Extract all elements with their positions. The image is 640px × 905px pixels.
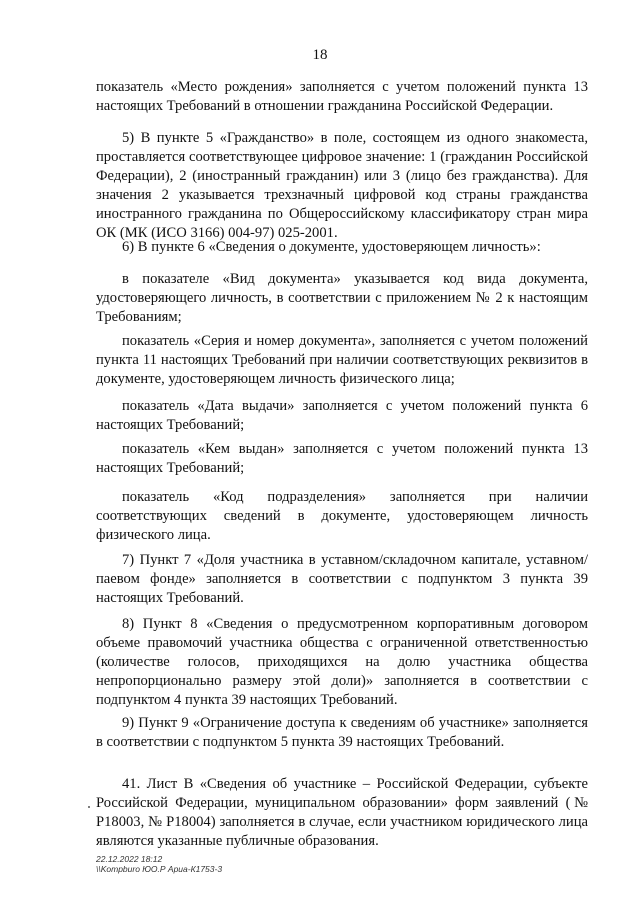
- paragraph-document-type: в показателе «Вид документа» указывается код вида документа, удостоверяющего личность, в соответствии с приложением № 2 к настоящим Требованиям;: [96, 271, 588, 325]
- paragraph-series-number: показатель «Серия и номер документа», заполняется с учетом положений пункта 11 настоящих Требований при наличии соответствующих реквизитов в документе, удостоверяющем личность физического лица;: [96, 333, 588, 387]
- paragraph-identity-document: 6) В пункте 6 «Сведения о документе, удостоверяющем личность»:: [122, 239, 541, 255]
- paragraph-sheet-v: 41. Лист В «Сведения об участнике – Российской Федерации, субъекте Российской Федерации, муниципальном образовании» форм заявлений (№ Р18003, № Р18004) заполняется в случае, если участником юридического лица являются указанные публичные образования.: [96, 776, 588, 849]
- page-number: 18: [312, 47, 328, 63]
- paragraph-citizenship: 5) В пункте 5 «Гражданство» в поле, состоящем из одного знакоместа, проставляется соответствующее цифровое значение: 1 (гражданин Российской Федерации), 2 (иностранный гражданин) или 3 (лицо без гражданства). Для значения 2 указывается трехзначный цифровой код страны гражданства иностранного гражданина по Общероссийскому классификатору стран мира ОК (МК (ИСО 3166) 004-97) 025-2001.: [96, 130, 588, 241]
- paragraph-birthplace: показатель «Место рождения» заполняется с учетом положений пункта 13 настоящих Требований в отношении гражданина Российской Федерации.: [96, 79, 588, 114]
- paragraph-issued-by: показатель «Кем выдан» заполняется с учетом положений пункта 13 настоящих Требований;: [96, 441, 588, 476]
- paragraph-division-code: показатель «Код подразделения» заполняется при наличии соответствующих сведений в документе, удостоверяющем личность физического лица.: [96, 489, 588, 543]
- footer-stamp: [96, 854, 222, 874]
- paragraph-participant-share: 7) Пункт 7 «Доля участника в уставном/складочном капитале, уставном/паевом фонде» заполняется в соответствии с подпунктом 3 пункта 39 настоящих Требований.: [96, 552, 588, 606]
- footer-filepath: \\Kompburo ЮО.Р Ариа-К1753-3: [96, 864, 223, 874]
- paragraph-issue-date: показатель «Дата выдачи» заполняется с учетом положений пункта 6 настоящих Требований;: [96, 398, 588, 433]
- paragraph-access-restriction: 9) Пункт 9 «Ограничение доступа к сведениям об участнике» заполняется в соответствии с подпунктом 5 пункта 39 настоящих Требований.: [96, 715, 588, 750]
- footer-timestamp: 22.12.2022 18:12: [96, 854, 163, 864]
- scan-speck: [88, 806, 90, 808]
- paragraph-corporate-agreement: 8) Пункт 8 «Сведения о предусмотренном корпоративным договором объеме правомочий участника общества с ограниченной ответственностью (количестве голосов, приходящихся на долю участника общества непропорционально размеру этой доли)» заполняется в соответствии с подпунктом 4 пункта 39 настоящих Требований.: [96, 616, 588, 708]
